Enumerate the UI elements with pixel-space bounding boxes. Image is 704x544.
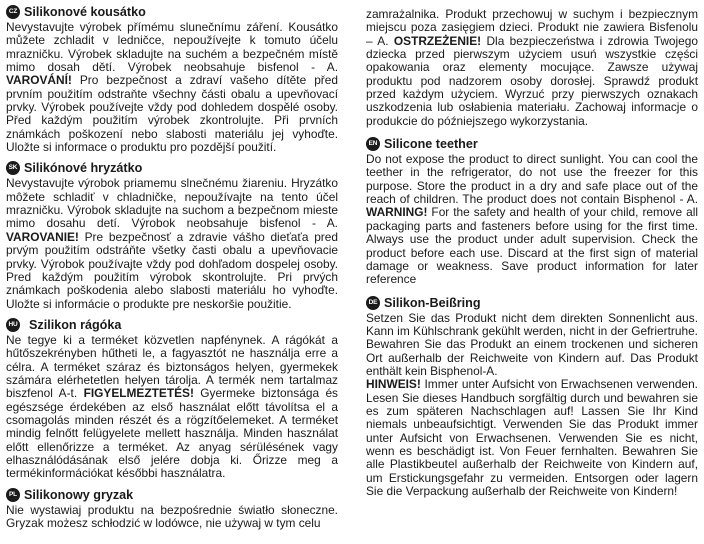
warning-label: VAROVÁNÍ! bbox=[6, 73, 72, 88]
section-title: Silikonové kousátko bbox=[24, 5, 146, 19]
language-badge-en: EN bbox=[366, 137, 380, 151]
section-heading bbox=[6, 317, 338, 333]
language-badge-pl: PL bbox=[6, 488, 20, 502]
warning-label: OSTRZEŻENIE! bbox=[393, 33, 482, 48]
section-hu bbox=[6, 317, 338, 481]
section-title: Szilikon rágóka bbox=[29, 317, 122, 332]
section-sk bbox=[6, 160, 338, 310]
section-heading bbox=[6, 160, 338, 176]
section-heading bbox=[6, 487, 338, 503]
section-en bbox=[366, 136, 698, 286]
section-body: Do not expose the product to direct sunlight. You can cool the teether in the refrigerator, do not use the freezer for this purpose. Store the product in a dry and safe place out of the reach of children. The product does not contain Bisphenol - A. WARNING! For the safety and health of your child, remove all packaging parts and fasteners before using for the first time. Always use the product under adult supervision. Check the product before each use. Discard at the first sign of material damage or weakness. Save product information for later reference bbox=[366, 152, 698, 287]
section-body: Nevystavujte výrobok priamemu slnečnému žiareniu. Hryzátko môžete schladiť v chladničke, nepoužívajte na tento účel mrazničku. Výrobok skladujte na suchom a bezpečnom mieste mimo dosahu detí. Výrobok neobsahuje bisfenol - A. VAROVANIE! Pre bezpečnosť a zdravie vášho dieťaťa pred prvým použitím odstráňte všetky časti obalu a upevňovacie prvky. Výrobok používajte vždy pod dohľadom dospelej osoby. Pred každým použitím výrobok skontrolujte. Pri prvých známkach poškodenia alebo slabosti materiálu ho vyhoďte. Uložte si informácie o produkte pre neskoršie použitie. bbox=[6, 176, 338, 311]
section-body-start: Nie wystawiaj produktu na bezpośrednie światło słoneczne. Gryzak możesz schłodzić w lodówce, nie używaj w tym celu bbox=[6, 502, 338, 530]
section-body: zamrażalnika. Produkt przechowuj w suchym i bezpiecznym miejscu poza zasięgiem dzieci. Produkt nie zawiera Bisfenolu – A. OSTRZEŻENIE! Dla bezpieczeństwa i zdrowia Twojego dziecka przed pierwszym użyciem usuń wszystkie części opakowania oraz elementy mocujące. Zawsze używaj produktu pod nadzorem osoby dorosłej. Sprawdź produkt przed każdym użyciem. Wyrzuć przy pierwszych oznakach uszkodzenia lub osłabienia materiału. Zachowaj informacje o produkcie do późniejszego wykorzystania. bbox=[366, 7, 698, 128]
right-column bbox=[366, 4, 698, 544]
language-badge-hu: HU bbox=[6, 318, 20, 332]
section-pl bbox=[6, 487, 338, 531]
language-badge-sk: SK bbox=[6, 161, 20, 175]
section-heading bbox=[6, 4, 338, 20]
section-heading bbox=[366, 136, 698, 152]
section-cz bbox=[6, 4, 338, 154]
section-body: Nevystavujte výrobek přímému slunečnímu záření. Kousátko můžete zchladit v ledničce, nepoužívejte k tomuto účelu mrazničku. Výrobek skladujte na suchém a bezpečném místě mimo dosah dětí. Výrobek neobsahuje bisfenol - A. VAROVÁNÍ! Pro bezpečnost a zdraví vašeho dítěte před prvním použitím odstraňte všechny části obalu a upevňovací prvky. Výrobek používejte vždy pod dohledem dospělé osoby. Před každým použitím výrobek zkontrolujte. Při prvních známkách poškození nebo slabosti materiálu jej vyhoďte. Uložte si informace o produktu pro pozdější použití. bbox=[6, 20, 338, 155]
warning-label: VAROVANIE! bbox=[6, 229, 79, 244]
warning-label: HINWEIS! bbox=[366, 377, 421, 392]
language-badge-cz: CZ bbox=[6, 5, 20, 19]
section-de bbox=[366, 295, 698, 499]
section-title: Silikónové hryzátko bbox=[24, 161, 143, 176]
section-body: Setzen Sie das Produkt nicht dem direkten Sonnenlicht aus. Kann im Kühlschrank gekühlt werden, nicht in der Gefriertruhe. Bewahren Sie das Produkt an einem trockenen und sicheren Ort außerhalb der Reichweite von Kindern auf. Das Produkt enthält kein Bisphenol-A. HINWEIS! Immer unter Aufsicht von Erwachsenen verwenden. Lesen Sie dieses Handbuch sorgfältig durch und bewahren sie es zum späteren Nachschlagen auf! Lassen Sie Ihr Kind niemals unbeaufsichtigt. Verwenden Sie das Produkt immer unter Aufsicht von Erwachsenen. Verwenden Sie es nicht, wenn es beschädigt ist. Von Feuer fernhalten. Bewahren Sie alle Plastikbeutel außerhalb der Reichweite von Kindern auf, um Erstickungsgefahr zu vermeiden. Entsorgen oder lagern Sie die Verpackung außerhalb der Reichweite von Kindern! bbox=[366, 310, 698, 498]
language-badge-de: DE bbox=[366, 296, 380, 310]
section-body: Ne tegye ki a terméket közvetlen napfénynek. A rágókát a hűtőszekrényben hűtheti le, a fagyasztót ne használja erre a célra. A terméket száraz és biztonságos helyen, gyermekek számára elérhetetlen helyen tárolja. A termék nem tartalmaz biszfenol A-t. FIGYELMEZTETÉS! Gyermeke biztonsága és egészsége érdekében az első használat előtt távolítsa el a csomagolás minden részét és a rögzítőelemeket. A terméket mindig felnőtt felügyelete mellett használja. Minden használat előtt ellenőrizze a terméket. Az anyag sérülésének vagy elhasználódásának első jelére dobja ki. Őrizze meg a termékinformációkat későbbi használatra. bbox=[6, 332, 339, 481]
section-heading bbox=[366, 295, 698, 311]
section-title: Silikon-Beißring bbox=[384, 295, 481, 310]
section-title: Silikonowy gryzak bbox=[24, 487, 134, 502]
section-title: Silicone teether bbox=[384, 137, 478, 152]
warning-label: FIGYELMEZTETÉS! bbox=[83, 386, 194, 401]
warning-label: WARNING! bbox=[366, 205, 428, 220]
section-pl-continued bbox=[366, 8, 698, 128]
left-column bbox=[6, 4, 338, 544]
